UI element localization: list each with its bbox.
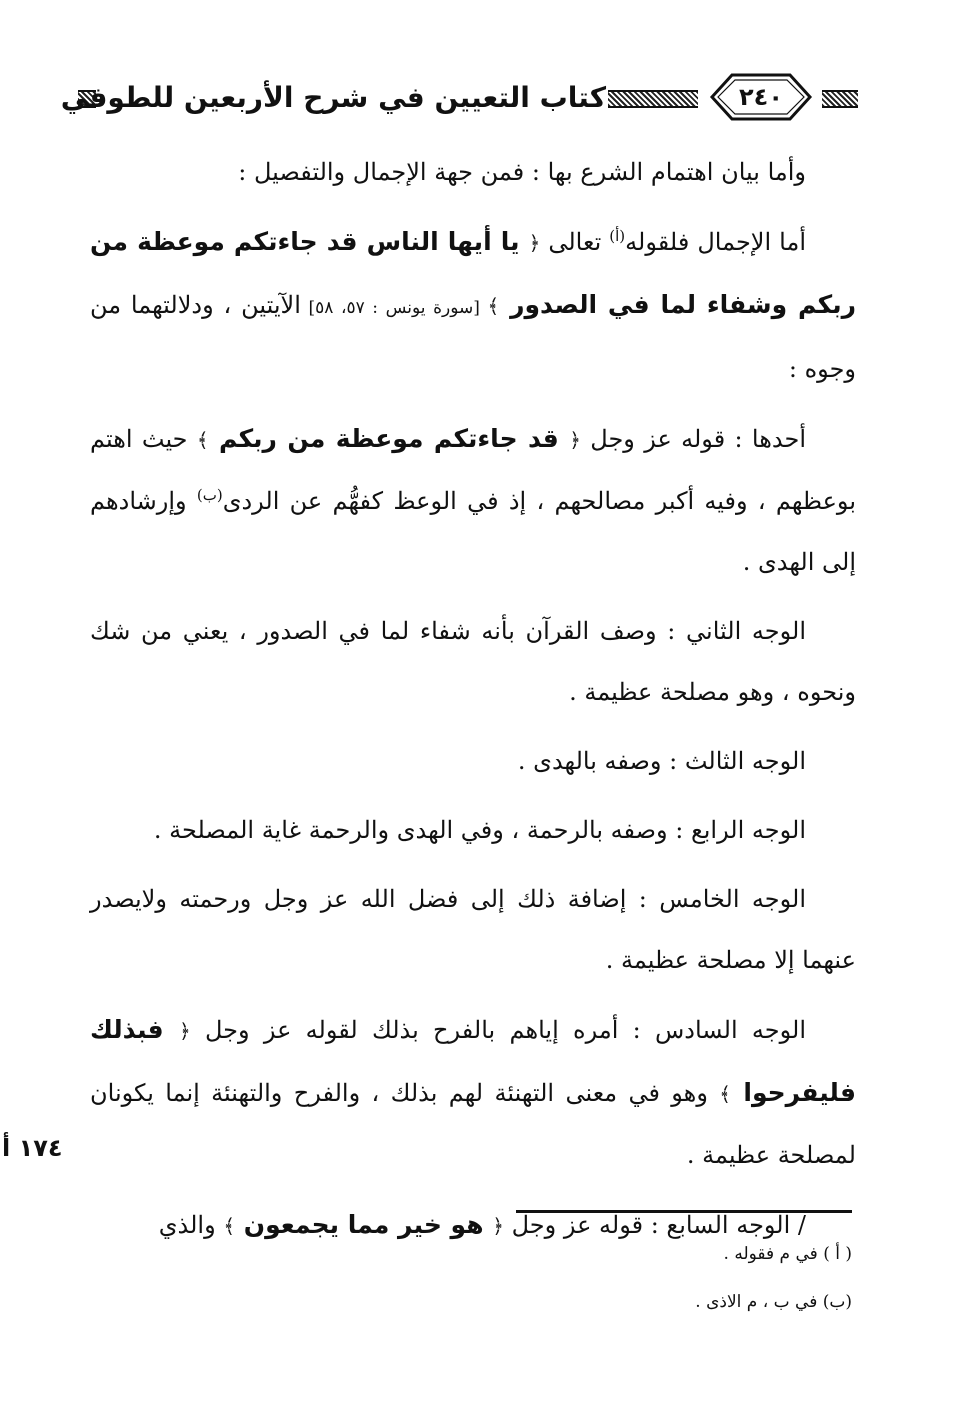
- paragraph: [90, 999, 856, 1186]
- quran-bracket-open: ﴿: [492, 1214, 504, 1238]
- paragraph-text: الوجه الرابع : وصفه بالرحمة ، وفي الهدى والرحمة غاية المصلحة .: [153, 816, 806, 844]
- header-ornament-middle: [608, 90, 698, 108]
- paragraph: [90, 601, 856, 723]
- quran-quote: يا أيها الناس قد جاءتكم موعظة من ربكم وشفاء لما في الصدور: [90, 227, 856, 319]
- paragraph-text: الوجه الثاني : وصف القرآن بأنه شفاء لما في الصدور ، يعني من شك ونحوه ، وهو مصلحة عظيمة .: [90, 617, 856, 706]
- paragraph-text: وإرشادهم إلى الهدى .: [90, 487, 856, 576]
- paragraph-text: الوجه السادس : أمره إياهم بالفرح بذلك لقوله عز وجل: [190, 1016, 806, 1044]
- footnote: ( أ ) في م فقوله .: [723, 1244, 852, 1264]
- paragraph-text: وأما بيان اهتمام الشرع بها : فمن جهة الإجمال والتفصيل :: [238, 158, 806, 186]
- footnotes: [500, 1240, 852, 1336]
- paragraph: [90, 211, 856, 400]
- manuscript-folio-note: ١٧٤ أ: [2, 1134, 63, 1162]
- paragraph: [90, 731, 856, 792]
- body-text: [90, 142, 856, 1265]
- quran-bracket-open: ﴿: [528, 231, 541, 255]
- quran-bracket-open: ﴿: [569, 428, 581, 452]
- paragraph-text: / الوجه السابع : قوله عز وجل: [503, 1211, 806, 1239]
- paragraph-text: والذي: [158, 1211, 224, 1239]
- quran-bracket-close: ﴾: [223, 1214, 236, 1238]
- footnote-marker: (ب): [196, 486, 223, 504]
- quran-quote: هو خير مما يجمعون: [235, 1210, 493, 1239]
- paragraph-text: أما الإجمال فلقوله: [625, 228, 806, 256]
- paragraph: [90, 800, 856, 861]
- header-ornament-right: [822, 90, 858, 108]
- footnote-divider: [516, 1210, 852, 1213]
- footnote-marker: (أ): [609, 227, 626, 245]
- quran-bracket-open: ﴿: [179, 1019, 191, 1043]
- paragraph-text: الوجه الخامس : إضافة ذلك إلى فضل الله عز وجل ورحمته ولايصدر عنهما إلا مصلحة عظيمة .: [90, 885, 856, 974]
- quran-bracket-close: ﴾: [487, 294, 500, 318]
- paragraph: [90, 869, 856, 991]
- quran-bracket-close: ﴾: [719, 1082, 731, 1106]
- footnote: (ب) في ب ، م الاذى .: [695, 1292, 852, 1312]
- page-header: [60, 72, 858, 130]
- page-number-badge: [708, 72, 814, 122]
- verse-reference: [سورة يونس : ٥٧، ٥٨]: [300, 298, 488, 318]
- paragraph-text: وهو في معنى التهنئة لهم بذلك ، والفرح والتهنئة إنما يكونان لمصلحة عظيمة .: [90, 1079, 856, 1169]
- quran-quote: قد جاءتكم موعظة من ربكم: [208, 424, 570, 453]
- quran-quote: فبذلك فليفرحوا: [90, 1015, 857, 1107]
- paragraph: [90, 142, 856, 203]
- paragraph-text: الآيتين ، ودلالتهما من وجوه :: [90, 291, 856, 383]
- paragraph: [90, 408, 856, 593]
- paragraph-text: الوجه الثالث : وصفه بالهدى .: [517, 747, 806, 775]
- paragraph-text: حيث اهتم بوعظهم ، وفيه أكبر مصالحهم ، إذ في الوعظ كفهُّم عن الردى: [90, 425, 856, 515]
- paragraph-text: تعالى: [540, 228, 610, 256]
- quran-bracket-close: ﴾: [196, 428, 209, 452]
- page-number: ٢٤٠: [739, 83, 783, 111]
- running-head-title: كتاب التعيين في شرح الأربعين للطوفي: [60, 81, 606, 114]
- paragraph-text: أحدها : قوله عز وجل: [580, 425, 806, 453]
